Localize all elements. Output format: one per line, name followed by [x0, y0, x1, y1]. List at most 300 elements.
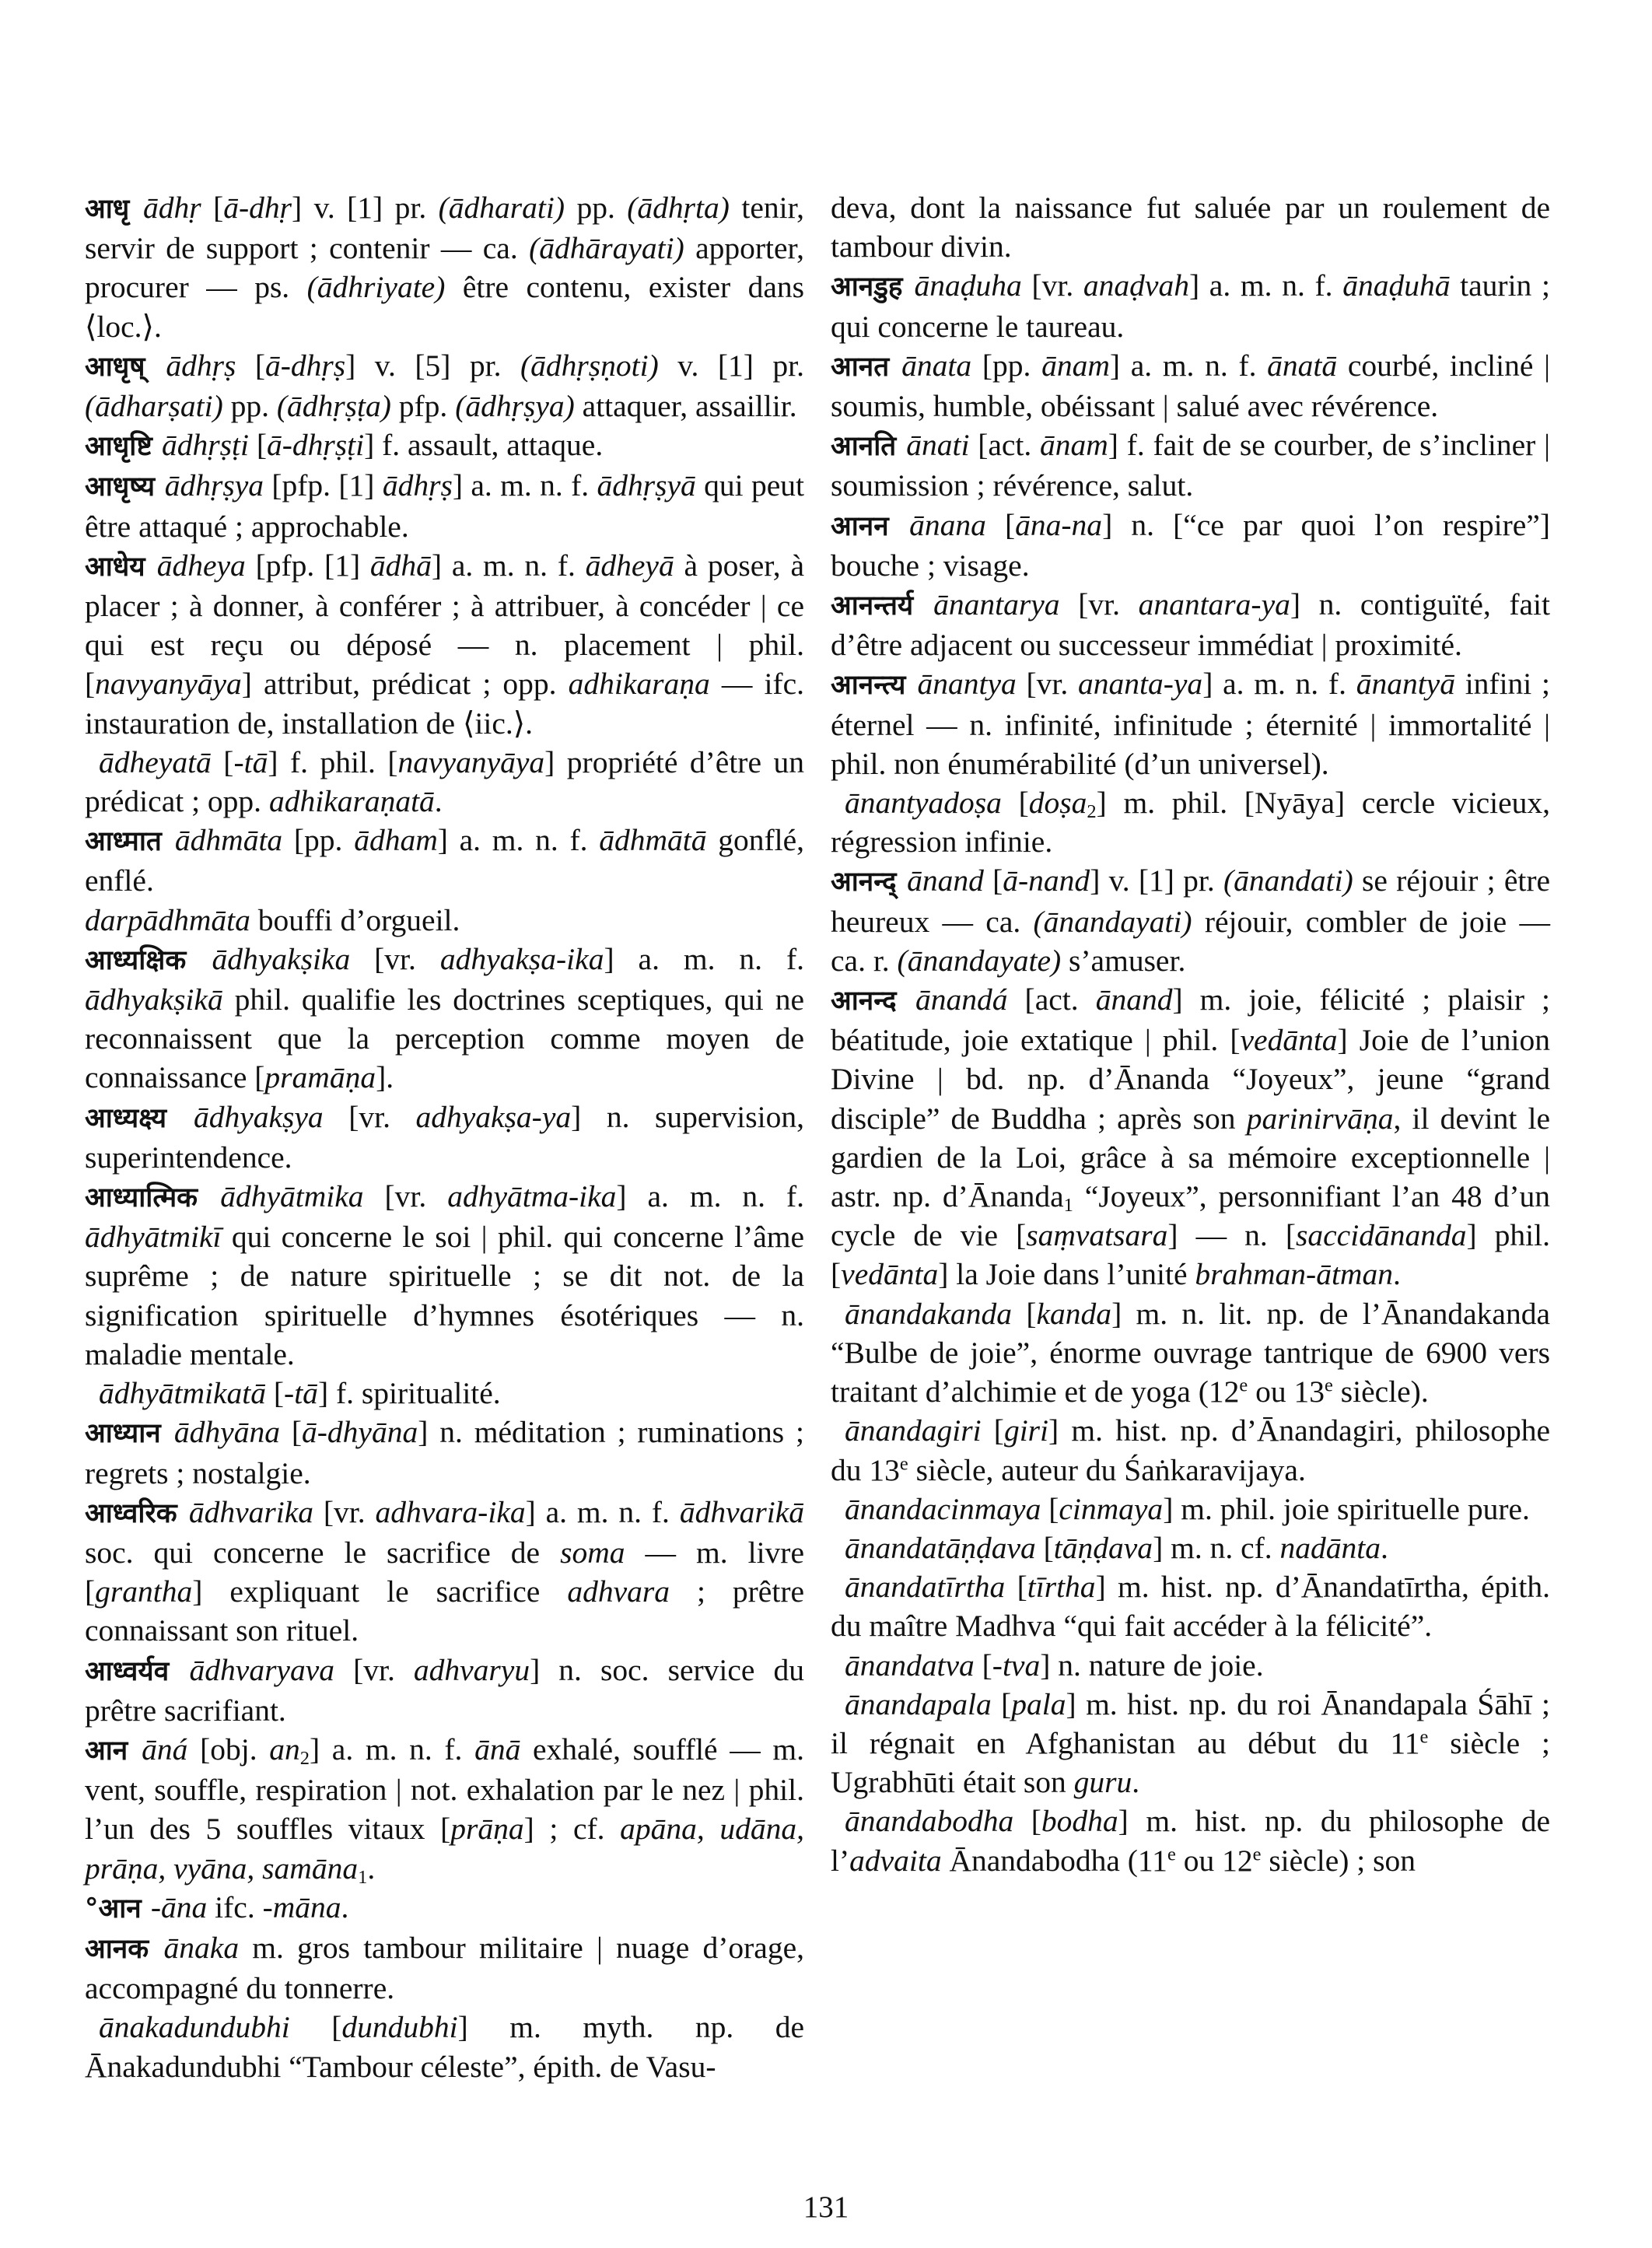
- entry-text: .: [1132, 1765, 1140, 1800]
- italic-text: ādheya: [156, 548, 246, 583]
- italic-text: ananta-ya: [1078, 667, 1203, 702]
- italic-text: ānantyā: [1356, 667, 1455, 702]
- entry-text: ] a. m. n. f.: [616, 1179, 804, 1214]
- entry-text: ] a. m. n. f.: [1109, 348, 1268, 383]
- italic-text: ā-dhṛṣ: [265, 348, 346, 383]
- entry-text: pp.: [222, 389, 277, 424]
- italic-text: ānandakanda: [845, 1296, 1013, 1331]
- entry-text: pfp.: [390, 389, 456, 424]
- entry-text: ; prêtre connaissant son rituel.: [85, 1574, 805, 1648]
- italic-text: ādhmāta: [174, 823, 283, 858]
- dictionary-entry: [831, 1685, 1550, 1802]
- headword: आध्यात्मिक: [85, 1182, 221, 1214]
- dictionary-entry: [85, 821, 804, 900]
- italic-text: nadānta: [1279, 1530, 1381, 1565]
- italic-text: (ānandayati): [1033, 904, 1192, 939]
- italic-text: ānandabodha: [845, 1804, 1014, 1839]
- dictionary-entry: [85, 1177, 804, 1374]
- entry-text: [: [985, 507, 1016, 542]
- entry-text: courbé, incliné | soumis, humble, obéissant | salué avec révérence.: [831, 348, 1550, 424]
- entry-text: infini ; éternel — n. infinité, infinitude ; éternité | immortalité | phil. non énumérabilité (d’un universel).: [831, 667, 1550, 781]
- italic-text: ā-dhyāna: [302, 1415, 418, 1450]
- dictionary-entry: [831, 1411, 1550, 1489]
- italic-text: ā-dhṛṣṭi: [266, 428, 365, 463]
- headword: आधेय: [85, 551, 157, 583]
- italic-text: -māna: [262, 1889, 341, 1924]
- entry-text: s’amuser.: [1061, 943, 1186, 978]
- entry-text: ] a. m. n. f.: [452, 468, 597, 503]
- entry-text: [vr.: [1059, 587, 1139, 622]
- headword: आनन्त्य: [831, 670, 918, 702]
- headword: आध्वरिक: [85, 1497, 189, 1529]
- italic-text: ānaḍuha: [914, 268, 1022, 303]
- entry-text: ] attribut, prédicat ; opp.: [241, 667, 569, 702]
- headword: आनडुह: [831, 271, 915, 303]
- headword: आध्वर्यव: [85, 1655, 190, 1687]
- italic-text: ānandatāṇḍava: [845, 1530, 1036, 1565]
- dictionary-entry: [85, 546, 804, 743]
- dictionary-entry: [831, 1646, 1550, 1685]
- dictionary-entry: [85, 1730, 804, 1888]
- headword: आनति: [831, 431, 907, 463]
- italic-text: cinmaya: [1059, 1491, 1164, 1526]
- italic-text: soma: [560, 1535, 625, 1570]
- italic-text: ānantyadoṣa: [845, 786, 1002, 821]
- entry-text: — m. livre [: [85, 1535, 804, 1609]
- italic-text: ānantarya: [933, 587, 1060, 622]
- dictionary-entry: [831, 425, 1550, 505]
- dictionary-entry: [85, 188, 804, 346]
- superscript: e: [1325, 1374, 1333, 1396]
- italic-text: saccidānanda: [1296, 1218, 1467, 1253]
- entry-text: [pfp. [1]: [263, 468, 383, 503]
- dictionary-entry: [831, 861, 1550, 980]
- italic-text: (ādhṛta): [627, 191, 730, 225]
- italic-text: ādhyātmika: [220, 1179, 364, 1214]
- entry-text: siècle ; Ugrabhūti était son: [831, 1725, 1550, 1800]
- italic-text: ānam: [1040, 428, 1108, 463]
- italic-text: (ānandati): [1223, 863, 1353, 898]
- entry-text: Ānandabodha (11: [941, 1843, 1167, 1878]
- entry-text: [vr.: [350, 941, 440, 976]
- superscript: e: [1239, 1374, 1248, 1396]
- subscript: 2: [299, 1748, 310, 1770]
- entry-text: ] n. méditation ; ruminations ; regrets ; nostalgie.: [85, 1415, 805, 1490]
- headword: आनन्तर्य: [831, 590, 934, 622]
- subscript: 1: [358, 1866, 368, 1888]
- italic-text: giri: [1003, 1413, 1049, 1448]
- entry-text: réjouir, combler de joie — ca. r.: [831, 904, 1550, 978]
- entry-text: .: [1381, 1530, 1388, 1565]
- entry-text: attaquer, assaillir.: [574, 389, 797, 424]
- entry-text: ] a. m. n. f.: [437, 823, 600, 858]
- dictionary-entry: [831, 1567, 1550, 1645]
- entry-text: ] a. m. n. f.: [1202, 667, 1356, 702]
- italic-text: grantha: [95, 1574, 193, 1609]
- italic-text: guru: [1073, 1765, 1132, 1800]
- headword: आधृष्: [85, 351, 166, 383]
- entry-text: exhalé, soufflé — m. vent, souffle, respiration | not. exhalation par le nez | phil. l’un des 5 souffles vitaux [: [85, 1732, 804, 1847]
- entry-text: [pfp. [1]: [245, 548, 370, 583]
- entry-text: [: [1035, 1530, 1054, 1565]
- italic-text: ānakadundubhi: [99, 2010, 290, 2045]
- entry-text: v. [1] pr.: [658, 348, 804, 383]
- subscript: 2: [1087, 801, 1097, 823]
- entry-text: ] Joie de l’union Divine | bd. np. d’Ānanda “Joyeux”, jeune “grand disciple” de Buddha ; après son: [831, 1023, 1550, 1136]
- entry-text: ] n. [“ce par quoi l’on respire”] bouche ; visage.: [831, 507, 1550, 583]
- entry-text: [obj.: [187, 1732, 270, 1767]
- dictionary-entry: [831, 506, 1550, 585]
- entry-text: [vr.: [363, 1179, 448, 1214]
- italic-text: navyanyāya: [397, 744, 545, 779]
- superscript: e: [1419, 1726, 1429, 1748]
- italic-text: ādhyāna: [173, 1415, 280, 1450]
- entry-text: “Joyeux”, personnifiant l’an 48 d’un cycle de vie [: [831, 1179, 1550, 1253]
- italic-text: (ādhārayati): [529, 231, 684, 266]
- entry-text: [vr.: [323, 1099, 416, 1134]
- italic-text: ādhyakṣika: [212, 941, 351, 976]
- entry-text: ] n. nature de joie.: [1040, 1647, 1264, 1682]
- entry-text: [vr.: [1021, 268, 1083, 303]
- italic-text: (ādhṛṣṇoti): [520, 348, 659, 383]
- entry-text: [pp.: [971, 348, 1042, 383]
- entry-text: qui concerne le soi | phil. qui concerne l’âme suprême ; de nature spirituelle ; se dit not. de la signification spirituelle d’hymnes ésotériques — n. maladie mentale.: [85, 1220, 804, 1371]
- italic-text: advaita: [849, 1843, 942, 1878]
- entry-text: [act.: [969, 428, 1041, 463]
- entry-text: ] expliquant le sacrifice: [192, 1574, 568, 1609]
- entry-text: ] — n. [: [1167, 1218, 1297, 1253]
- headword: आनन्द्: [831, 867, 908, 898]
- dictionary-entry: [85, 1928, 804, 2008]
- italic-text: parinirvāṇa: [1246, 1101, 1394, 1136]
- italic-text: saṃvatsara: [1026, 1218, 1168, 1253]
- dictionary-entry: [85, 1888, 804, 1928]
- italic-text: apāna, udāna, prāṇa, vyāna, samāna: [85, 1812, 804, 1886]
- dictionary-entry: [85, 1413, 804, 1492]
- italic-text: ādheyā: [585, 548, 674, 583]
- dictionary-entry: [831, 664, 1550, 783]
- headword: आधृष्य: [85, 471, 165, 503]
- italic-text: ānand: [907, 863, 984, 898]
- italic-text: navyanyāya: [95, 667, 242, 702]
- entry-text: apporter, procurer — ps.: [85, 231, 804, 305]
- italic-text: ādhvarika: [188, 1494, 314, 1529]
- italic-text: ādhṛṣya: [164, 468, 264, 503]
- italic-text: tva: [1002, 1647, 1041, 1682]
- headword: आनत: [831, 351, 902, 383]
- entry-text: [vr.: [334, 1652, 414, 1687]
- italic-text: ānam: [1041, 348, 1110, 383]
- dictionary-entry: [85, 2008, 804, 2085]
- entry-text: ] m. hist. np. d’Ānandagiri, philosophe du 13: [831, 1413, 1550, 1487]
- entry-text: [: [991, 1686, 1012, 1721]
- headword: आध्यान: [85, 1418, 174, 1450]
- italic-text: ādhyātmikatā: [99, 1376, 267, 1411]
- entry-text: ] a. m. n. f.: [525, 1494, 680, 1529]
- italic-text: pramāṇa: [264, 1060, 376, 1095]
- right-column: [831, 188, 1550, 1880]
- italic-text: brahman-ātman: [1195, 1257, 1393, 1292]
- entry-text: siècle, auteur du Śaṅkaravijaya.: [908, 1452, 1306, 1487]
- headword: आधृ: [85, 194, 144, 225]
- italic-text: ādhyātmikī: [85, 1220, 222, 1255]
- headword: आन: [85, 1735, 142, 1767]
- entry-text: ] m. n. lit. np. de l’Ānandakanda “Bulbe de joie”, énorme ouvrage tantrique de 6900 vers traitant d’alchimie et de yoga (12: [831, 1296, 1550, 1409]
- italic-text: ānata: [901, 348, 972, 383]
- dictionary-entry: [85, 346, 804, 425]
- italic-text: ānandagiri: [845, 1413, 982, 1448]
- dictionary-entry: [831, 585, 1550, 664]
- entry-text: ] n. soc. service du prêtre sacrifiant.: [85, 1652, 804, 1728]
- headword: आनन: [831, 510, 910, 542]
- entry-text: ] m. phil. joie spirituelle pure.: [1163, 1491, 1530, 1526]
- dictionary-entry: [831, 266, 1550, 345]
- italic-text: ādhyakṣikā: [85, 982, 223, 1017]
- entry-text: [pp.: [282, 823, 355, 858]
- italic-text: ādheyatā: [99, 744, 212, 779]
- entry-text: [-: [266, 1376, 295, 1411]
- italic-text: anantara-ya: [1138, 587, 1290, 622]
- subscript: 1: [1063, 1195, 1073, 1217]
- italic-text: an: [269, 1732, 300, 1767]
- entry-text: ] n. contiguïté, fait d’être adjacent ou successeur immédiat | proximité.: [831, 587, 1550, 663]
- entry-text: ] v. [5] pr.: [345, 348, 521, 383]
- italic-text: ādhvaryava: [189, 1652, 334, 1687]
- italic-text: ānaḍuhā: [1342, 268, 1451, 303]
- dictionary-entry: [831, 188, 1550, 266]
- italic-text: (ādharṣati): [85, 389, 223, 424]
- dictionary-entry: [831, 1294, 1550, 1412]
- entry-text: siècle) ; son: [1261, 1843, 1416, 1878]
- italic-text: bodha: [1041, 1804, 1118, 1839]
- italic-text: adhyakṣa-ya: [415, 1099, 572, 1134]
- italic-text: ādhmātā: [599, 823, 707, 858]
- entry-text: [: [1012, 1296, 1037, 1331]
- entry-text: ] f. spiritualité.: [317, 1376, 501, 1411]
- entry-text: taurin ; qui concerne le taureau.: [831, 268, 1550, 344]
- italic-text: doṣa: [1028, 786, 1087, 821]
- entry-text: ] ; cf.: [523, 1812, 621, 1847]
- italic-text: (ādhṛṣya): [455, 389, 575, 424]
- entry-text: [: [1001, 786, 1029, 821]
- page-number: 131: [803, 2190, 849, 2224]
- superscript: e: [899, 1453, 908, 1475]
- dictionary-entry: [85, 425, 804, 466]
- italic-text: (ādhṛṣṭa): [276, 389, 391, 424]
- entry-text: deva, dont la naissance fut saluée par un roulement de tambour divin.: [831, 191, 1550, 264]
- entry-text: ] a. m. n. f.: [431, 548, 586, 583]
- dictionary-entry: [831, 980, 1550, 1294]
- italic-text: (ānandayate): [897, 943, 1062, 978]
- headword: आनन्द: [831, 986, 915, 1017]
- dictionary-entry: [85, 1374, 804, 1413]
- entry-text: [: [201, 191, 224, 225]
- italic-text: ādhā: [369, 548, 432, 583]
- entry-text: être contenu, exister dans ⟨loc.⟩.: [85, 270, 804, 344]
- entry-text: à poser, à placer ; à donner, à conférer ; à attribuer, à concéder | ce qui est reçu ou déposé — n. placement | phil. [: [85, 548, 804, 702]
- entry-text: ] f. assault, attaque.: [364, 428, 604, 463]
- italic-text: adhvara-ika: [375, 1494, 526, 1529]
- entry-text: [act.: [1007, 982, 1096, 1017]
- italic-text: ānantya: [917, 667, 1017, 702]
- entry-text: ] propriété d’être un prédicat ; opp.: [85, 744, 804, 819]
- entry-text: ] a. m. n. f.: [604, 941, 804, 976]
- entry-text: ] m. hist. np. du roi Ānandapala Śāhī ; il régnait en Afghanistan au début du 11: [831, 1686, 1551, 1760]
- entry-text: ] m. hist. np. du philosophe de l’: [831, 1804, 1550, 1878]
- entry-text: ].: [376, 1060, 394, 1095]
- italic-text: vedānta: [841, 1257, 939, 1292]
- italic-text: tāṇḍava: [1053, 1530, 1153, 1565]
- entry-text: [-: [211, 744, 244, 779]
- dictionary-entry: [85, 466, 804, 545]
- italic-text: ānaka: [163, 1930, 240, 1965]
- entry-text: qui peut être attaqué ; approchable.: [85, 468, 804, 544]
- dictionary-entry: [85, 940, 804, 1098]
- entry-text: se réjouir ; être heureux — ca.: [831, 863, 1551, 939]
- dictionary-entry: [831, 1490, 1550, 1528]
- italic-text: tā: [243, 744, 268, 779]
- italic-text: darpādhmāta: [85, 902, 250, 937]
- entry-text: ] la Joie dans l’unité: [938, 1257, 1195, 1292]
- entry-text: [: [983, 863, 1003, 898]
- headword: आनक: [85, 1933, 164, 1965]
- italic-text: tā: [294, 1376, 318, 1411]
- headword: आधृष्टि: [85, 431, 162, 463]
- dictionary-entry: [831, 1802, 1550, 1879]
- italic-text: pala: [1011, 1686, 1066, 1721]
- italic-text: kanda: [1036, 1296, 1112, 1331]
- italic-text: dundubhi: [341, 2010, 458, 2045]
- entry-text: pp.: [565, 191, 628, 225]
- entry-text: ] a. m. n. f.: [1188, 268, 1343, 303]
- entry-text: — ifc. instauration de, installation de ⟨iic.⟩.: [85, 667, 804, 741]
- italic-text: ā-nand: [1003, 863, 1090, 898]
- dictionary-entry: [85, 1098, 804, 1177]
- italic-text: ādham: [354, 823, 438, 858]
- entry-text: ] m. myth. np. de Ānakadundubhi “Tambour céleste”, épith. de Vasu-: [85, 2010, 805, 2084]
- italic-text: adhikaraṇa: [568, 667, 710, 702]
- entry-text: , il devint le gardien de la Loi, grâce à sa mémoire exceptionnelle | astr. np. d’Ānanda: [831, 1101, 1550, 1214]
- dictionary-entry: [85, 743, 804, 821]
- entry-text: ] v. [1] pr.: [1090, 863, 1223, 898]
- entry-text: .: [341, 1889, 349, 1924]
- italic-text: adhyakṣa-ika: [439, 941, 604, 976]
- entry-text: ] f. fait de se courber, de s’incliner | soumission ; révérence, salut.: [831, 428, 1550, 503]
- italic-text: prāṇa: [450, 1812, 524, 1847]
- entry-text: bouffi d’orgueil.: [250, 902, 460, 937]
- entry-text: [-: [974, 1647, 1003, 1682]
- italic-text: adhikaraṇatā: [268, 784, 435, 819]
- italic-text: ānatā: [1267, 348, 1338, 383]
- entry-text: ] m. joie, félicité ; plaisir ; béatitude, joie extatique | phil. [: [831, 982, 1551, 1058]
- entry-text: [: [981, 1413, 1004, 1448]
- dictionary-entry: [85, 901, 804, 940]
- entry-text: .: [1392, 1257, 1401, 1292]
- italic-text: ānandatva: [845, 1647, 975, 1682]
- italic-text: ānā: [474, 1732, 521, 1767]
- entry-text: phil. qualifie les doctrines sceptiques, qui ne reconnaissent que la perception comme moyen de connaissance [: [85, 982, 804, 1095]
- entry-text: gonflé, enflé.: [85, 823, 804, 898]
- entry-text: [: [279, 1415, 303, 1450]
- entry-text: [vr.: [313, 1494, 376, 1529]
- italic-text: adhyātma-ika: [447, 1179, 617, 1214]
- entry-text: soc. qui concerne le sacrifice de: [85, 1535, 561, 1570]
- entry-text: [: [289, 2010, 342, 2045]
- entry-text: ou 13: [1248, 1374, 1325, 1409]
- entry-text: ifc.: [207, 1889, 263, 1924]
- italic-text: ādhṛ: [143, 191, 201, 225]
- italic-text: (ādhriyate): [306, 270, 446, 305]
- dictionary-entry: [831, 346, 1550, 425]
- italic-text: adhvaryu: [413, 1652, 530, 1687]
- entry-text: [vr.: [1016, 667, 1079, 702]
- entry-text: siècle).: [1332, 1374, 1429, 1409]
- italic-text: ādhṛṣ: [166, 348, 236, 383]
- entry-text: ] v. [1] pr.: [292, 191, 439, 225]
- entry-text: ] phil. [: [831, 1218, 1550, 1292]
- italic-text: anaḍvah: [1083, 268, 1189, 303]
- superscript: e: [1252, 1844, 1262, 1865]
- entry-text: [: [236, 348, 265, 383]
- entry-text: [: [1041, 1491, 1059, 1526]
- entry-text: ] m. hist. np. d’Ānandatīrtha, épith. du maître Madhva “qui fait accéder à la félicité”.: [831, 1570, 1550, 1644]
- italic-text: ānati: [906, 428, 970, 463]
- entry-text: ou 12: [1175, 1843, 1253, 1878]
- entry-text: ] m. n. cf.: [1153, 1530, 1280, 1565]
- entry-text: m. gros tambour militaire | nuage d’orage, accompagné du tonnerre.: [85, 1930, 804, 2006]
- italic-text: ānandapala: [845, 1686, 992, 1721]
- left-column: [85, 188, 804, 2086]
- italic-text: ādhyakṣya: [193, 1099, 324, 1134]
- superscript: e: [1167, 1844, 1176, 1865]
- italic-text: āna-na: [1015, 507, 1103, 542]
- entry-text: ] m. phil. [Nyāya] cercle vicieux, régression infinie.: [831, 786, 1550, 860]
- entry-text: ] f. phil. [: [268, 744, 398, 779]
- dictionary-entry: [831, 1528, 1550, 1567]
- italic-text: ānandá: [915, 982, 1008, 1017]
- italic-text: ādhṛṣyā: [597, 468, 696, 503]
- italic-text: (ādharati): [438, 191, 565, 225]
- italic-text: tīrtha: [1027, 1570, 1096, 1605]
- italic-text: ānandacinmaya: [845, 1491, 1041, 1526]
- italic-text: vedānta: [1240, 1023, 1338, 1058]
- italic-text: ānana: [909, 507, 986, 542]
- entry-text: ] n. supervision, superintendence.: [85, 1099, 804, 1175]
- headword: आध्यक्ष्य: [85, 1102, 194, 1134]
- dictionary-entry: [85, 1651, 804, 1730]
- headword: °आन: [85, 1893, 151, 1924]
- entry-text: [: [1013, 1804, 1041, 1839]
- entry-text: [: [1005, 1570, 1027, 1605]
- italic-text: ānandatīrtha: [845, 1570, 1006, 1605]
- italic-text: ādhṛṣ: [382, 468, 453, 503]
- headword: आध्मात: [85, 826, 175, 858]
- entry-text: tenir, servir de support ; contenir — ca.: [85, 191, 805, 266]
- italic-text: ādhṛṣṭi: [162, 428, 249, 463]
- italic-text: ādhvarikā: [679, 1494, 804, 1529]
- entry-text: .: [367, 1851, 376, 1886]
- italic-text: ā-dhṛ: [223, 191, 292, 225]
- italic-text: āná: [142, 1732, 188, 1767]
- entry-text: .: [434, 784, 443, 819]
- entry-text: [: [248, 428, 267, 463]
- italic-text: adhvara: [567, 1574, 670, 1609]
- dictionary-entry: [85, 1493, 804, 1651]
- italic-text: ānand: [1095, 982, 1173, 1017]
- headword: आध्यक्षिक: [85, 944, 212, 976]
- entry-text: ] a. m. n. f.: [310, 1732, 475, 1767]
- dictionary-entry: [831, 783, 1550, 861]
